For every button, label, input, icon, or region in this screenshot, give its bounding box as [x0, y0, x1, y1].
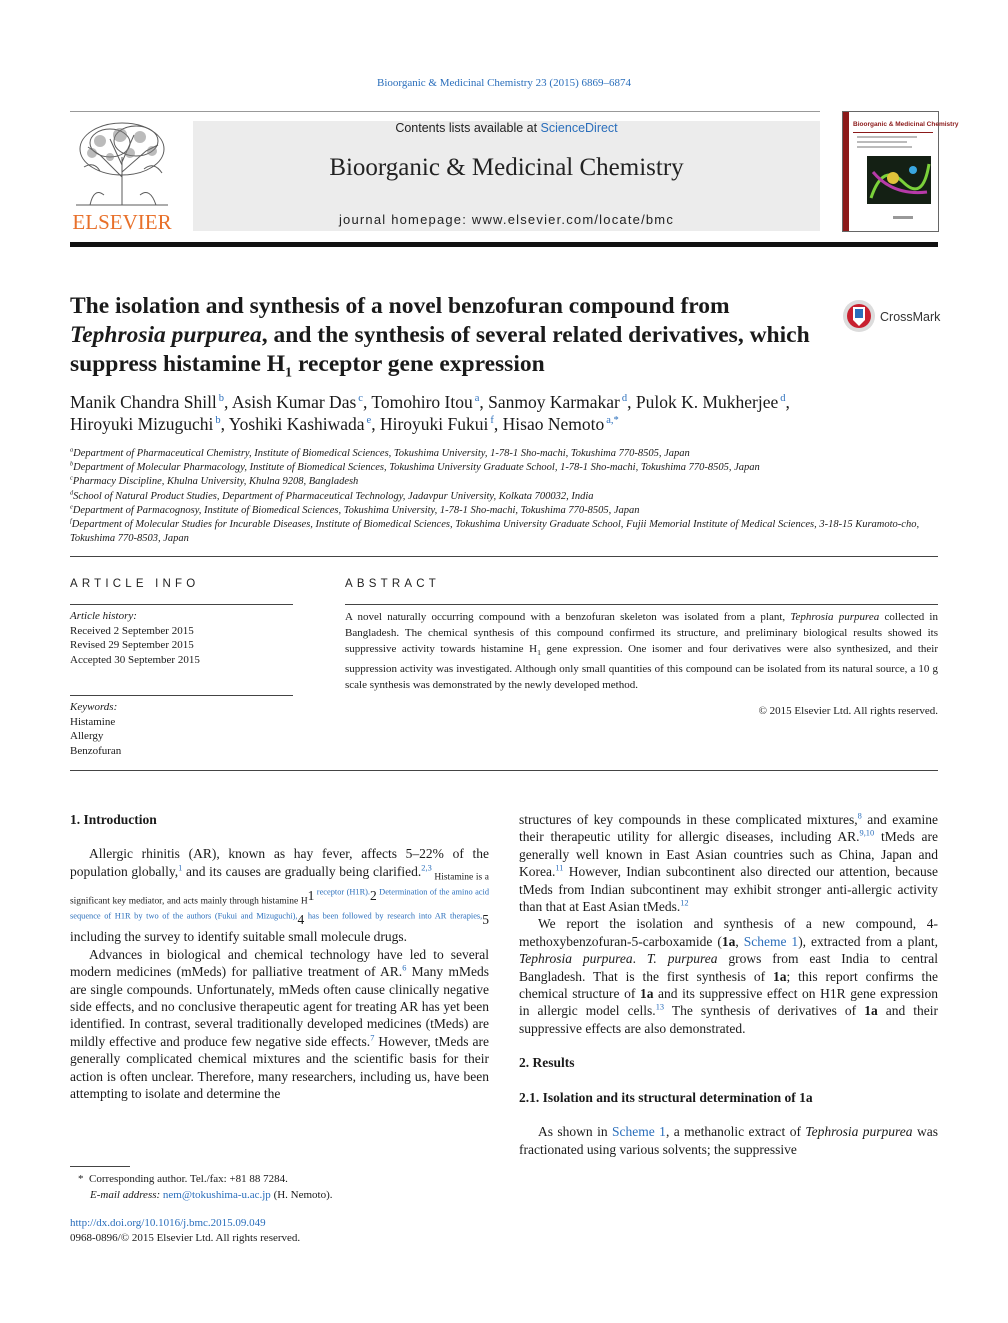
text-run: , a methanolic extract of	[665, 1124, 806, 1140]
right-column	[519, 811, 938, 1158]
email-link[interactable]: nem@tokushima-u.ac.jp	[162, 1189, 271, 1201]
author-separator: ,	[224, 392, 232, 412]
affiliation-text: School of Natural Product Studies, Department of Pharmaceutical Technology, Jadavpur University, Kolkata 700032, India	[73, 490, 594, 502]
left-column	[70, 811, 489, 1102]
cover-title: Bioorganic & Medicinal Chemistry	[853, 121, 959, 128]
affiliation-list	[70, 447, 938, 546]
abstract-rule	[345, 604, 938, 605]
abstract-text	[345, 609, 938, 693]
author-affiliation-mark[interactable]: e	[366, 415, 372, 427]
text-run: .	[632, 951, 647, 967]
sciencedirect-link[interactable]: ScienceDirect	[540, 121, 618, 135]
affiliation-mark: c	[70, 474, 73, 482]
footnotes	[70, 1171, 489, 1203]
compound-label: 1a	[864, 1003, 878, 1019]
text-run: was fractionated using various solvents; the suppressive	[519, 1124, 938, 1157]
abstract-heading: ABSTRACT	[345, 578, 440, 590]
text-run: Advances in biological and chemical technology have led to several modern medicines (mMeds) for palliative treatment of AR.	[70, 946, 489, 980]
scheme-link[interactable]: Scheme 1	[743, 933, 799, 949]
crossmark-label: CrossMark	[880, 310, 941, 324]
article-title	[70, 292, 830, 388]
citation-ref[interactable]: 13	[655, 1002, 665, 1012]
text-run: and their suppressive effects are also demonstrated.	[519, 1003, 938, 1036]
article-history	[70, 609, 293, 667]
homepage-prefix: journal homepage:	[338, 212, 472, 227]
abstract-part3: gene expression. One isomer and four derivatives were also synthesized, and their suppression activity was investigated. Although only small quantities of this compound can be isolated from its natural source, a 10 g scale synthesis was demonstrated by the newly developed method.	[345, 643, 938, 692]
affiliation-text: Pharmacy Discipline, Khulna University, Khulna 9208, Bangladesh	[72, 476, 359, 488]
keyword: Allergy	[70, 730, 104, 742]
author-separator: ,	[493, 414, 503, 434]
text-run: Allergic rhinitis (AR), known as hay fever, affects 5–22% of the population globally,	[70, 846, 489, 879]
subscript: Histamine is a significant key mediator, and acts mainly through histamine H	[70, 872, 489, 907]
text-run: grows from east India to central Bangladesh. That is the first synthesis of	[519, 951, 938, 984]
author-separator: ,	[371, 414, 380, 434]
author-separator: ,	[479, 392, 489, 412]
text-run: However, tMeds are generally complicated chemical mixtures and the scientific basis for their action is often unclear. Therefore, many researchers, including us, have been attempting to isolate and determine the	[70, 1033, 489, 1102]
citation-ref[interactable]: 12	[680, 898, 689, 908]
abstract-part2: collected in Bangladesh. The chemical synthesis of this compound confirmed its structure, and preliminary biological results showed its suppressive activity towards histamine H	[345, 611, 938, 655]
corresponding-author: Corresponding author. Tel./fax: +81 88 7284.	[89, 1173, 288, 1185]
text-run: and its causes are gradually being clarified.	[182, 863, 422, 879]
author-name[interactable]: Hisao Nemoto	[502, 414, 605, 434]
text-run: tMeds are generally well known in East Asian countries such as China, Japan and Korea.	[519, 829, 939, 880]
results-paragraph-1	[519, 1123, 938, 1158]
author-separator: ,	[362, 392, 372, 412]
species-name: Tephrosia purpurea	[805, 1124, 913, 1140]
citation-ref[interactable]: 11	[555, 863, 564, 873]
citation-ref[interactable]: 9,10	[859, 828, 875, 838]
species-name: Tephrosia purpurea	[519, 951, 633, 967]
author-name[interactable]: Manik Chandra Shill	[70, 392, 217, 412]
elsevier-wordmark: ELSEVIER	[72, 210, 172, 234]
author-affiliation-mark[interactable]: d	[780, 393, 786, 405]
keywords-block	[70, 700, 293, 758]
species-name: T. purpurea	[646, 951, 718, 967]
author-affiliation-mark[interactable]: a	[474, 393, 480, 405]
author-list	[70, 391, 938, 435]
intro-paragraph-1	[70, 845, 489, 945]
text-run: and examine their therapeutic utility for allergic diseases, including AR.	[519, 812, 938, 845]
elsevier-tree-icon	[70, 117, 174, 235]
compound-label: 1a	[639, 986, 654, 1002]
text-run: However, Indian subcontinent also directed our attention, because tMeds from Indian subcontinent may exhibit stronger anti-allergic activity than that at East Asian tMeds.	[519, 864, 938, 915]
journal-title: Bioorganic & Medicinal Chemistry	[329, 154, 684, 181]
citation-ref[interactable]: receptor (H1R).	[314, 887, 371, 897]
affiliation-mark: d	[70, 489, 74, 497]
contents-line	[193, 121, 820, 135]
subsection-heading: 2.1. Isolation and its structural determination of 1a	[519, 1089, 813, 1105]
author-name[interactable]: Tomohiro Itou	[371, 392, 473, 412]
text-run: 5	[482, 912, 489, 927]
abstract-species: Tephrosia purpurea	[790, 611, 880, 623]
affiliation-text: Department of Pharmaceutical Chemistry, Institute of Biomedical Sciences, Tokushima University, 1-78-1 Sho-machi, Tokushima 770-8505, Japan	[73, 448, 690, 459]
keyword: Benzofuran	[70, 744, 122, 757]
crossmark-icon	[842, 298, 942, 334]
keywords-label: Keywords:	[70, 701, 118, 713]
keyword: Histamine	[70, 715, 116, 728]
author-name[interactable]: Sanmoy Karmakar	[488, 392, 620, 412]
author-affiliation-mark[interactable]: b	[215, 415, 221, 427]
text-run: The synthesis of derivatives of	[664, 1003, 865, 1019]
affiliation-text: Department of Molecular Pharmacology, Institute of Biomedical Sciences, Tokushima University Graduate School, 1-78-1 Sho-machi, Tokushima 770-8505, Japan	[73, 462, 760, 474]
received-date: Received 2 September 2015	[70, 624, 194, 637]
citation-ref[interactable]: Determination of the amino acid sequence of H1R by two of the authors (Fukui and Mizuguchi),	[70, 887, 490, 921]
text-run: ; this report confirms the chemical structure of	[519, 968, 938, 1002]
introduction-heading: 1. Introduction	[70, 812, 157, 827]
author-name[interactable]: Asish Kumar Das	[231, 392, 357, 412]
text-run: ), extracted from a plant,	[798, 933, 938, 949]
affiliation-mark: e	[70, 503, 73, 511]
journal-cover-graphic	[843, 112, 959, 231]
journal-cover-image[interactable]	[842, 111, 959, 232]
text-run: Many mMeds are single compounds. Unfortunately, mMeds often cause clinically negative side effects, and no conclusive therapeutic agent for treating AR has yet been identified. In contrast, several traditionally developed medicines (tMeds) are mildly effective and produce few negative side effects.	[70, 964, 489, 1049]
email-label: E-mail address:	[90, 1189, 161, 1201]
author-name[interactable]: Pulok K. Mukherjee	[635, 392, 779, 412]
title-part4: receptor gene expression	[292, 351, 545, 377]
text-run: and its suppressive effect on H1R gene expression in allergic model cells.	[519, 986, 938, 1019]
compound-label: 1a	[721, 933, 736, 949]
contents-prefix: Contents lists available at	[395, 121, 541, 135]
text-run: As shown in	[538, 1124, 613, 1140]
revised-date: Revised 29 September 2015	[70, 639, 194, 651]
title-subscript: 1	[285, 364, 293, 381]
issn-copyright: 0968-0896/© 2015 Elsevier Ltd. All rights reserved.	[70, 1232, 301, 1244]
title-part3: , and the synthesis of several related derivatives, which suppress histamine H	[70, 322, 810, 377]
scheme-link[interactable]: Scheme 1	[612, 1124, 666, 1140]
text-run: including the survey to identify suitable small molecule drugs.	[70, 929, 408, 945]
body-rule	[70, 770, 938, 771]
footnote-rule	[70, 1166, 130, 1167]
author-affiliation-mark[interactable]: a,*	[606, 415, 619, 427]
history-label: Article history:	[70, 610, 137, 622]
text-run: 4	[297, 912, 305, 927]
text-run: We report the isolation and synthesis of a new compound, 4-methoxybenzofuran-5-carboxamide (	[519, 916, 938, 949]
affiliation-mark: b	[70, 460, 74, 468]
affiliation	[70, 518, 938, 546]
title-part1: The isolation and synthesis of a novel benzofuran compound from	[70, 293, 730, 319]
right-paragraph-1	[519, 811, 938, 915]
author-separator: ,	[220, 414, 229, 434]
citation-ref[interactable]: 1	[178, 863, 183, 873]
citation-ref[interactable]: 2,3	[421, 863, 432, 873]
right-paragraph-2	[519, 915, 938, 1037]
affiliation	[70, 461, 938, 475]
affiliation-text: Department of Parmacognosy, Institute of Biomedical Sciences, Tokushima University, 1-78-1 Sho-machi, Tokushima 770-8505, Japan	[72, 504, 640, 516]
homepage-link[interactable]: www.elsevier.com/locate/bmc	[471, 212, 675, 227]
crossmark-badge[interactable]	[842, 298, 942, 334]
elsevier-logo	[70, 117, 174, 235]
citation-ref[interactable]: 8	[857, 811, 862, 821]
article-info-heading: ARTICLE INFO	[70, 578, 200, 590]
title-species: Tephrosia purpurea	[70, 322, 262, 348]
article-info-rule	[70, 604, 293, 605]
citation-ref[interactable]: 7	[370, 1033, 375, 1043]
affiliation-mark: f	[70, 517, 72, 525]
text-run: 2	[370, 887, 377, 903]
keywords-rule	[70, 695, 293, 696]
abstract-subscript: 1	[537, 648, 541, 658]
text-run: 1	[307, 887, 315, 903]
author-separator: ,	[627, 392, 636, 412]
citation-ref[interactable]: has been followed by research into AR therapies,	[304, 911, 483, 921]
affiliation	[70, 447, 938, 461]
masthead-top-line	[70, 111, 820, 112]
affiliation	[70, 475, 938, 489]
email-suffix: (H. Nemoto).	[270, 1189, 333, 1201]
author-separator: ,	[785, 392, 790, 412]
affiliation-mark: a	[70, 446, 74, 454]
results-heading: 2. Results	[519, 1055, 575, 1071]
accepted-date: Accepted 30 September 2015	[70, 653, 200, 666]
text-run: structures of key compounds in these complicated mixtures,	[519, 812, 858, 827]
author-affiliation-mark[interactable]: d	[621, 393, 628, 405]
corresponding-mark: *	[78, 1173, 84, 1185]
abstract-part1: A novel naturally occurring compound with a benzofuran skeleton was isolated from a plant,	[345, 611, 791, 623]
intro-paragraph-2	[70, 946, 489, 1103]
doi-block	[70, 1216, 570, 1246]
journal-homepage	[193, 212, 820, 227]
affiliation	[70, 490, 938, 504]
author-name[interactable]: Hiroyuki Mizuguchi	[70, 414, 214, 434]
compound-label: 1a	[773, 968, 787, 984]
author-affiliation-mark[interactable]: b	[218, 393, 225, 405]
affiliation-rule	[70, 556, 938, 557]
author-affiliation-mark[interactable]: f	[490, 415, 494, 427]
author-name[interactable]: Yoshiki Kashiwada	[228, 414, 365, 434]
affiliation-text: Department of Molecular Studies for Incurable Diseases, Institute of Biomedical Sciences, Tokushima University Graduate School, Fujii Memorial Institute of Medical Sciences, 3-18-15 Kuramoto-cho, Tokushima 770-8503, Japan	[70, 519, 920, 545]
author-affiliation-mark[interactable]: c	[358, 393, 363, 405]
abstract-copyright: © 2015 Elsevier Ltd. All rights reserved.	[758, 705, 938, 717]
affiliation	[70, 504, 938, 518]
doi-link[interactable]: http://dx.doi.org/10.1016/j.bmc.2015.09.049	[70, 1217, 266, 1229]
text-run: ,	[735, 933, 744, 949]
journal-reference[interactable]: Bioorganic & Medicinal Chemistry 23 (2015) 6869–6874	[377, 77, 631, 89]
citation-ref[interactable]: 6	[402, 963, 407, 973]
author-name[interactable]: Hiroyuki Fukui	[379, 414, 489, 434]
masthead-rule	[70, 242, 938, 247]
